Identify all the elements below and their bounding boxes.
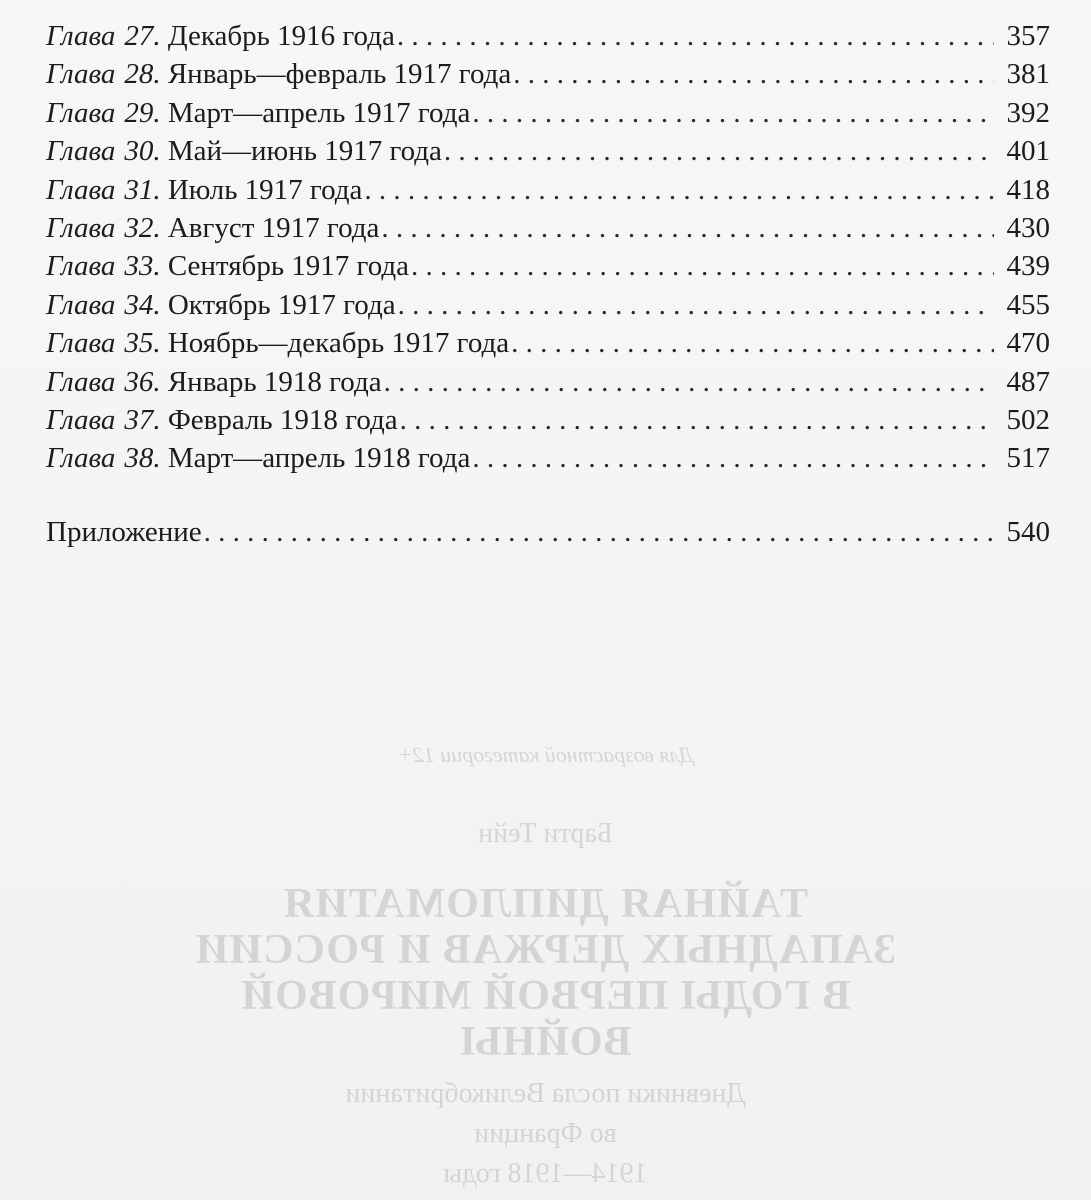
toc-entry-appendix	[46, 513, 1050, 551]
page-number: 357	[1006, 20, 1050, 52]
page-number: 540	[1006, 515, 1050, 548]
chapter-title: Июль 1917 года	[167, 173, 363, 206]
chapter-title: Декабрь 1916 года	[167, 20, 395, 52]
bleed-line: ТАЙНАЯ ДИПЛОМАТИЯ	[282, 881, 809, 927]
page-number: 487	[1006, 365, 1050, 398]
dot-leader	[397, 17, 994, 55]
page-number: 517	[1006, 442, 1050, 475]
chapter-title: Август 1917 года	[167, 211, 380, 244]
chapter-title: Октябрь 1917 года	[167, 288, 396, 321]
dot-leader	[400, 401, 994, 439]
dot-leader	[472, 439, 994, 477]
toc-entry-chapter-38	[46, 439, 1050, 477]
chapter-title: Март—апрель 1917 года	[167, 96, 471, 129]
chapter-label: Глава 28.	[46, 58, 161, 91]
toc-entry-chapter-28	[46, 55, 1050, 93]
dot-leader	[364, 171, 994, 209]
bleed-line: В ГОДЫ ПЕРВОЙ МИРОВОЙ	[240, 973, 851, 1019]
toc-entry-chapter-34	[46, 286, 1050, 324]
toc-entry-chapter-35	[46, 324, 1050, 362]
toc-entry-chapter-36	[46, 363, 1050, 401]
chapter-label: Глава 33.	[46, 250, 161, 283]
dot-leader	[444, 132, 994, 170]
toc-entry-chapter-30	[46, 132, 1050, 170]
chapter-label: Глава 30.	[46, 135, 161, 168]
toc-entry-chapter-32	[46, 209, 1050, 247]
toc-entry-chapter-37	[46, 401, 1050, 439]
page-number: 470	[1006, 327, 1050, 360]
toc-entry-chapter-33	[46, 247, 1050, 285]
toc-entry-chapter-31	[46, 171, 1050, 209]
chapter-title: Сентябрь 1917 года	[167, 250, 410, 283]
chapter-title: Май—июнь 1917 года	[167, 135, 442, 168]
bleed-line: ВОЙНЫ	[459, 1019, 632, 1065]
chapter-title: Ноябрь—декабрь 1917 года	[167, 327, 510, 360]
toc-entry-chapter-27	[46, 17, 1050, 55]
bleed-line: ЗАПАДНЫХ ДЕРЖАВ И РОССИИ	[194, 927, 897, 973]
bleed-line: Для возрастной категории 12+	[397, 742, 694, 767]
chapter-label: Глава 34.	[46, 288, 161, 321]
page-number: 502	[1006, 403, 1050, 436]
bleed-line: во Франции	[474, 1118, 617, 1149]
dot-leader	[384, 363, 994, 401]
dot-leader	[398, 286, 994, 324]
toc-entry-chapter-29	[46, 94, 1050, 132]
bleed-line: 1914—1918 годы	[443, 1158, 648, 1189]
chapter-title: Январь—февраль 1917 года	[167, 58, 512, 91]
chapter-title: Февраль 1918 года	[167, 403, 398, 436]
bleed-line: Барти Тейн	[478, 818, 613, 849]
page-number: 455	[1006, 288, 1050, 321]
table-of-contents	[46, 17, 1050, 551]
chapter-label: Глава 37.	[46, 403, 161, 436]
page-number: 418	[1006, 173, 1050, 206]
dot-leader	[472, 94, 994, 132]
chapter-label: Глава 32.	[46, 211, 161, 244]
bleed-line: Дневники посла Великобритании	[345, 1078, 746, 1109]
dot-leader	[204, 513, 994, 551]
page-number: 381	[1006, 58, 1050, 91]
page-number: 430	[1006, 211, 1050, 244]
page-number: 392	[1006, 96, 1050, 129]
chapter-title: Март—апрель 1918 года	[167, 442, 471, 475]
page-number: 439	[1006, 250, 1050, 283]
chapter-label: Глава 36.	[46, 365, 161, 398]
appendix-title: Приложение	[46, 515, 202, 548]
dot-leader	[411, 247, 994, 285]
chapter-label: Глава 27.	[46, 20, 161, 52]
dot-leader	[511, 324, 994, 362]
chapter-title: Январь 1918 года	[167, 365, 382, 398]
bleed-through-text	[0, 720, 1091, 1200]
page-number: 401	[1006, 135, 1050, 168]
chapter-label: Глава 35.	[46, 327, 161, 360]
chapter-label: Глава 31.	[46, 173, 161, 206]
chapter-label: Глава 29.	[46, 96, 161, 129]
dot-leader	[381, 209, 994, 247]
chapter-label: Глава 38.	[46, 442, 161, 475]
dot-leader	[513, 55, 994, 93]
